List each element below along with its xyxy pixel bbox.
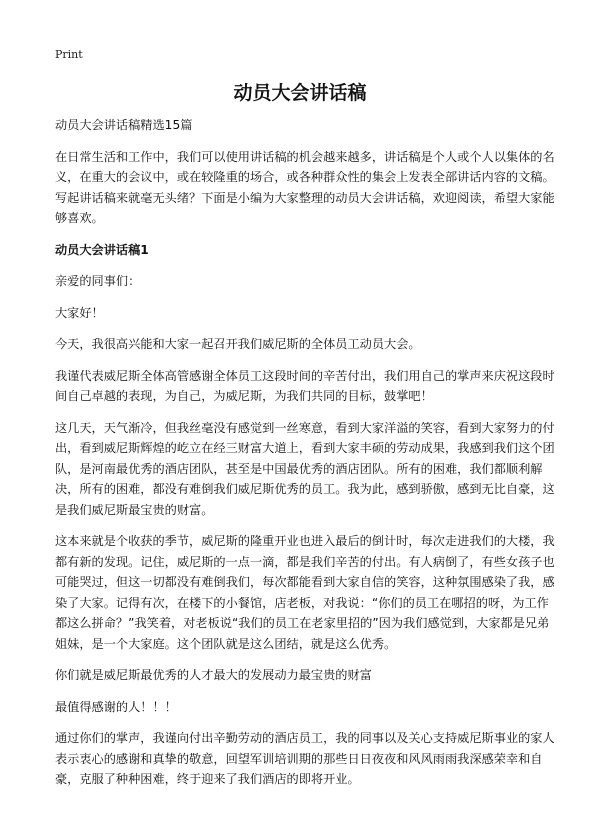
paragraph: 最值得感谢的人！！！ (55, 699, 177, 714)
paragraph-salutation: 亲爱的同事们： (55, 274, 141, 288)
section-heading: 动员大会讲话稿1 (55, 242, 149, 257)
paragraph: 这本来就是个收获的季节，威尼斯的隆重开业也进入最后的倒计时，每次走进我们的大楼，我都有新的发现。记住，威尼斯的一点一滴，都是我们辛苦的付出。有人病倒了，有些女孩子也可能哭过，但这一切都没有难倒我们，每次都能看到大家自信的笑容，这种氛围感染了我，感染了大家。记得有次，在楼下的小餐馆，店老板，对我说：“你们的员工在哪招的呀，为工作都这么拼命？”我笑着，对老板说“我们的员工在老家里招的”因为我们感觉到，大家都是兄弟姐妹，是一个大家庭。这个团队就是这么团结，就是这么优秀。 (55, 534, 555, 651)
paragraph: 今天，我很高兴能和大家一起召开我们威尼斯的全体员工动员大会。 (55, 337, 421, 351)
paragraph: 你们就是威尼斯最优秀的人才最大的发展动力最宝贵的财富 (55, 668, 372, 682)
document-subtitle: 动员大会讲话稿精选15篇 (55, 118, 193, 132)
intro-paragraph: 在日常生活和工作中，我们可以使用讲话稿的机会越来越多，讲话稿是个人或个人以集体的名义，在重大的会议中，或在较隆重的场合，或各种群众性的集会上发表全部讲话内容的文稿。写起讲话稿来就毫无头绪？下面是小编为大家整理的动员大会讲话稿，欢迎阅读，希望大家能够喜欢。 (55, 149, 555, 225)
print-link[interactable]: Print (55, 48, 83, 61)
paragraph-greeting: 大家好！ (55, 305, 104, 320)
document-body (55, 115, 555, 801)
document-title: 动员大会讲话稿 (233, 82, 367, 104)
paragraph: 通过你们的掌声，我谨向付出辛勤劳动的酒店员工，我的同事以及关心支持威尼斯事业的家人表示衷心的感谢和真挚的敬意，回望军训培训期的那些日日夜夜和风风雨雨我深感荣幸和自豪，克服了种种困难，终于迎来了我们酒店的即将开业。 (55, 731, 555, 786)
paragraph: 这几天，天气渐冷，但我丝毫没有感觉到一丝寒意，看到大家洋溢的笑容，看到大家努力的付出，看到威尼斯辉煌的屹立在经三财富大道上，看到大家丰硕的劳动成果，我感到我们这个团队，是河南最优秀的酒店团队，甚至是中国最优秀的酒店团队。所有的困难，我们都顺利解决，所有的困难，都没有难倒我们威尼斯优秀的员工。我为此，感到骄傲，感到无比自豪，这是我们威尼斯最宝贵的财富。 (55, 420, 555, 517)
paragraph: 我谨代表威尼斯全体高管感谢全体员工这段时间的辛苦付出，我们用自己的掌声来庆祝这段时间自己卓越的表现，为自己，为威尼斯，为我们共同的目标，鼓掌吧！ (55, 368, 555, 403)
